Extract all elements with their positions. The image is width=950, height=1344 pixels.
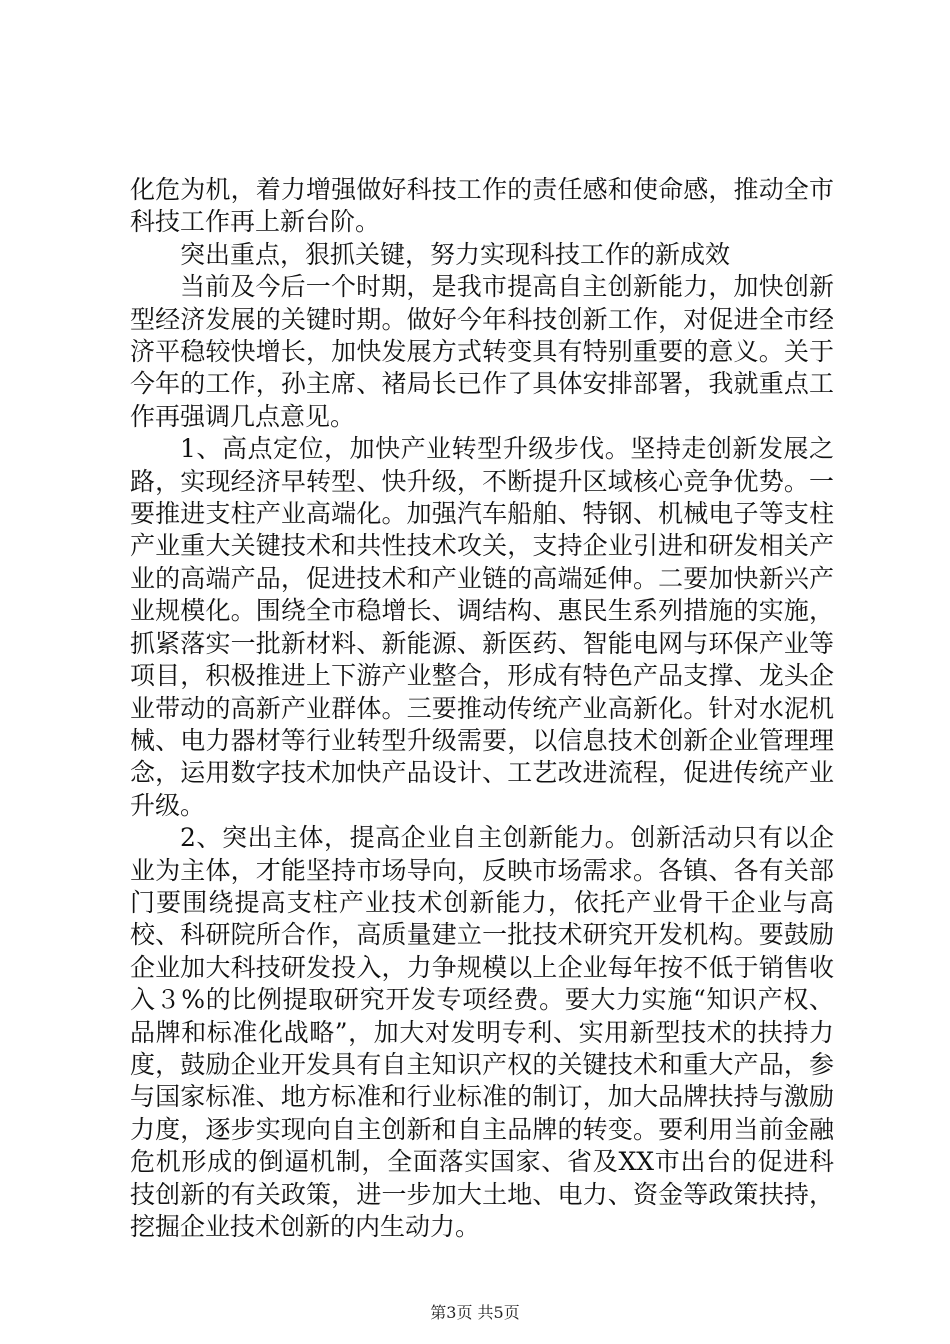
page-number-footer: 第3页 共5页 bbox=[430, 1303, 520, 1322]
paragraph-continuation: 化危为机，着力增强做好科技工作的责任感和使命感，推动全市科技工作再上新台阶。 bbox=[130, 175, 834, 237]
paragraph-point-2: 2、突出主体，提高企业自主创新能力。创新活动只有以企业为主体，才能坚持市场导向，反映市场需求。各镇、各有关部门要围绕提高支柱产业技术创新能力，依托产业骨干企业与高校、科研院所合作，高质量建立一批技术研究开发机构。要鼓励企业加大科技研发投入，力争规模以上企业每年按不低于销售收入３%的比例提取研究开发专项经费。要大力实施“知识产权、品牌和标准化战略”，加大对发明专利、实用新型技术的扶持力度，鼓励企业开发具有自主知识产权的关键技术和重大产品，参与国家标准、地方标准和行业标准的制订，加大品牌扶持与激励力度，逐步实现向自主创新和自主品牌的转变。要利用当前金融危机形成的倒逼机制，全面落实国家、省及XX市出台的促进科技创新的有关政策，进一步加大土地、电力、资金等政策扶持，挖掘企业技术创新的内生动力。 bbox=[130, 823, 834, 1241]
paragraph-point-1: 1、高点定位，加快产业转型升级步伐。坚持走创新发展之路，实现经济早转型、快升级，不断提升区域核心竞争优势。一要推进支柱产业高端化。加强汽车船舶、特钢、机械电子等支柱产业重大关键技术和共性技术攻关，支持企业引进和研发相关产业的高端产品，促进技术和产业链的高端延伸。二要加快新兴产业规模化。围绕全市稳增长、调结构、惠民生系列措施的实施，抓紧落实一批新材料、新能源、新医药、智能电网与环保产业等项目，积极推进上下游产业整合，形成有特色产品支撑、龙头企业带动的高新产业群体。三要推动传统产业高新化。针对水泥机械、电力器材等行业转型升级需要，以信息技术创新企业管理理念，运用数字技术加快产品设计、工艺改进流程，促进传统产业升级。 bbox=[130, 434, 834, 820]
section-heading: 突出重点，狠抓关键，努力实现科技工作的新成效 bbox=[180, 239, 731, 269]
paragraph-intro: 当前及今后一个时期，是我市提高自主创新能力，加快创新型经济发展的关键时期。做好今年科技创新工作，对促进全市经济平稳较快增长，加快发展方式转变具有特别重要的意义。关于今年的工作，孙主席、褚局长已作了具体安排部署，我就重点工作再强调几点意见。 bbox=[130, 272, 834, 431]
document-body bbox=[130, 174, 834, 1243]
